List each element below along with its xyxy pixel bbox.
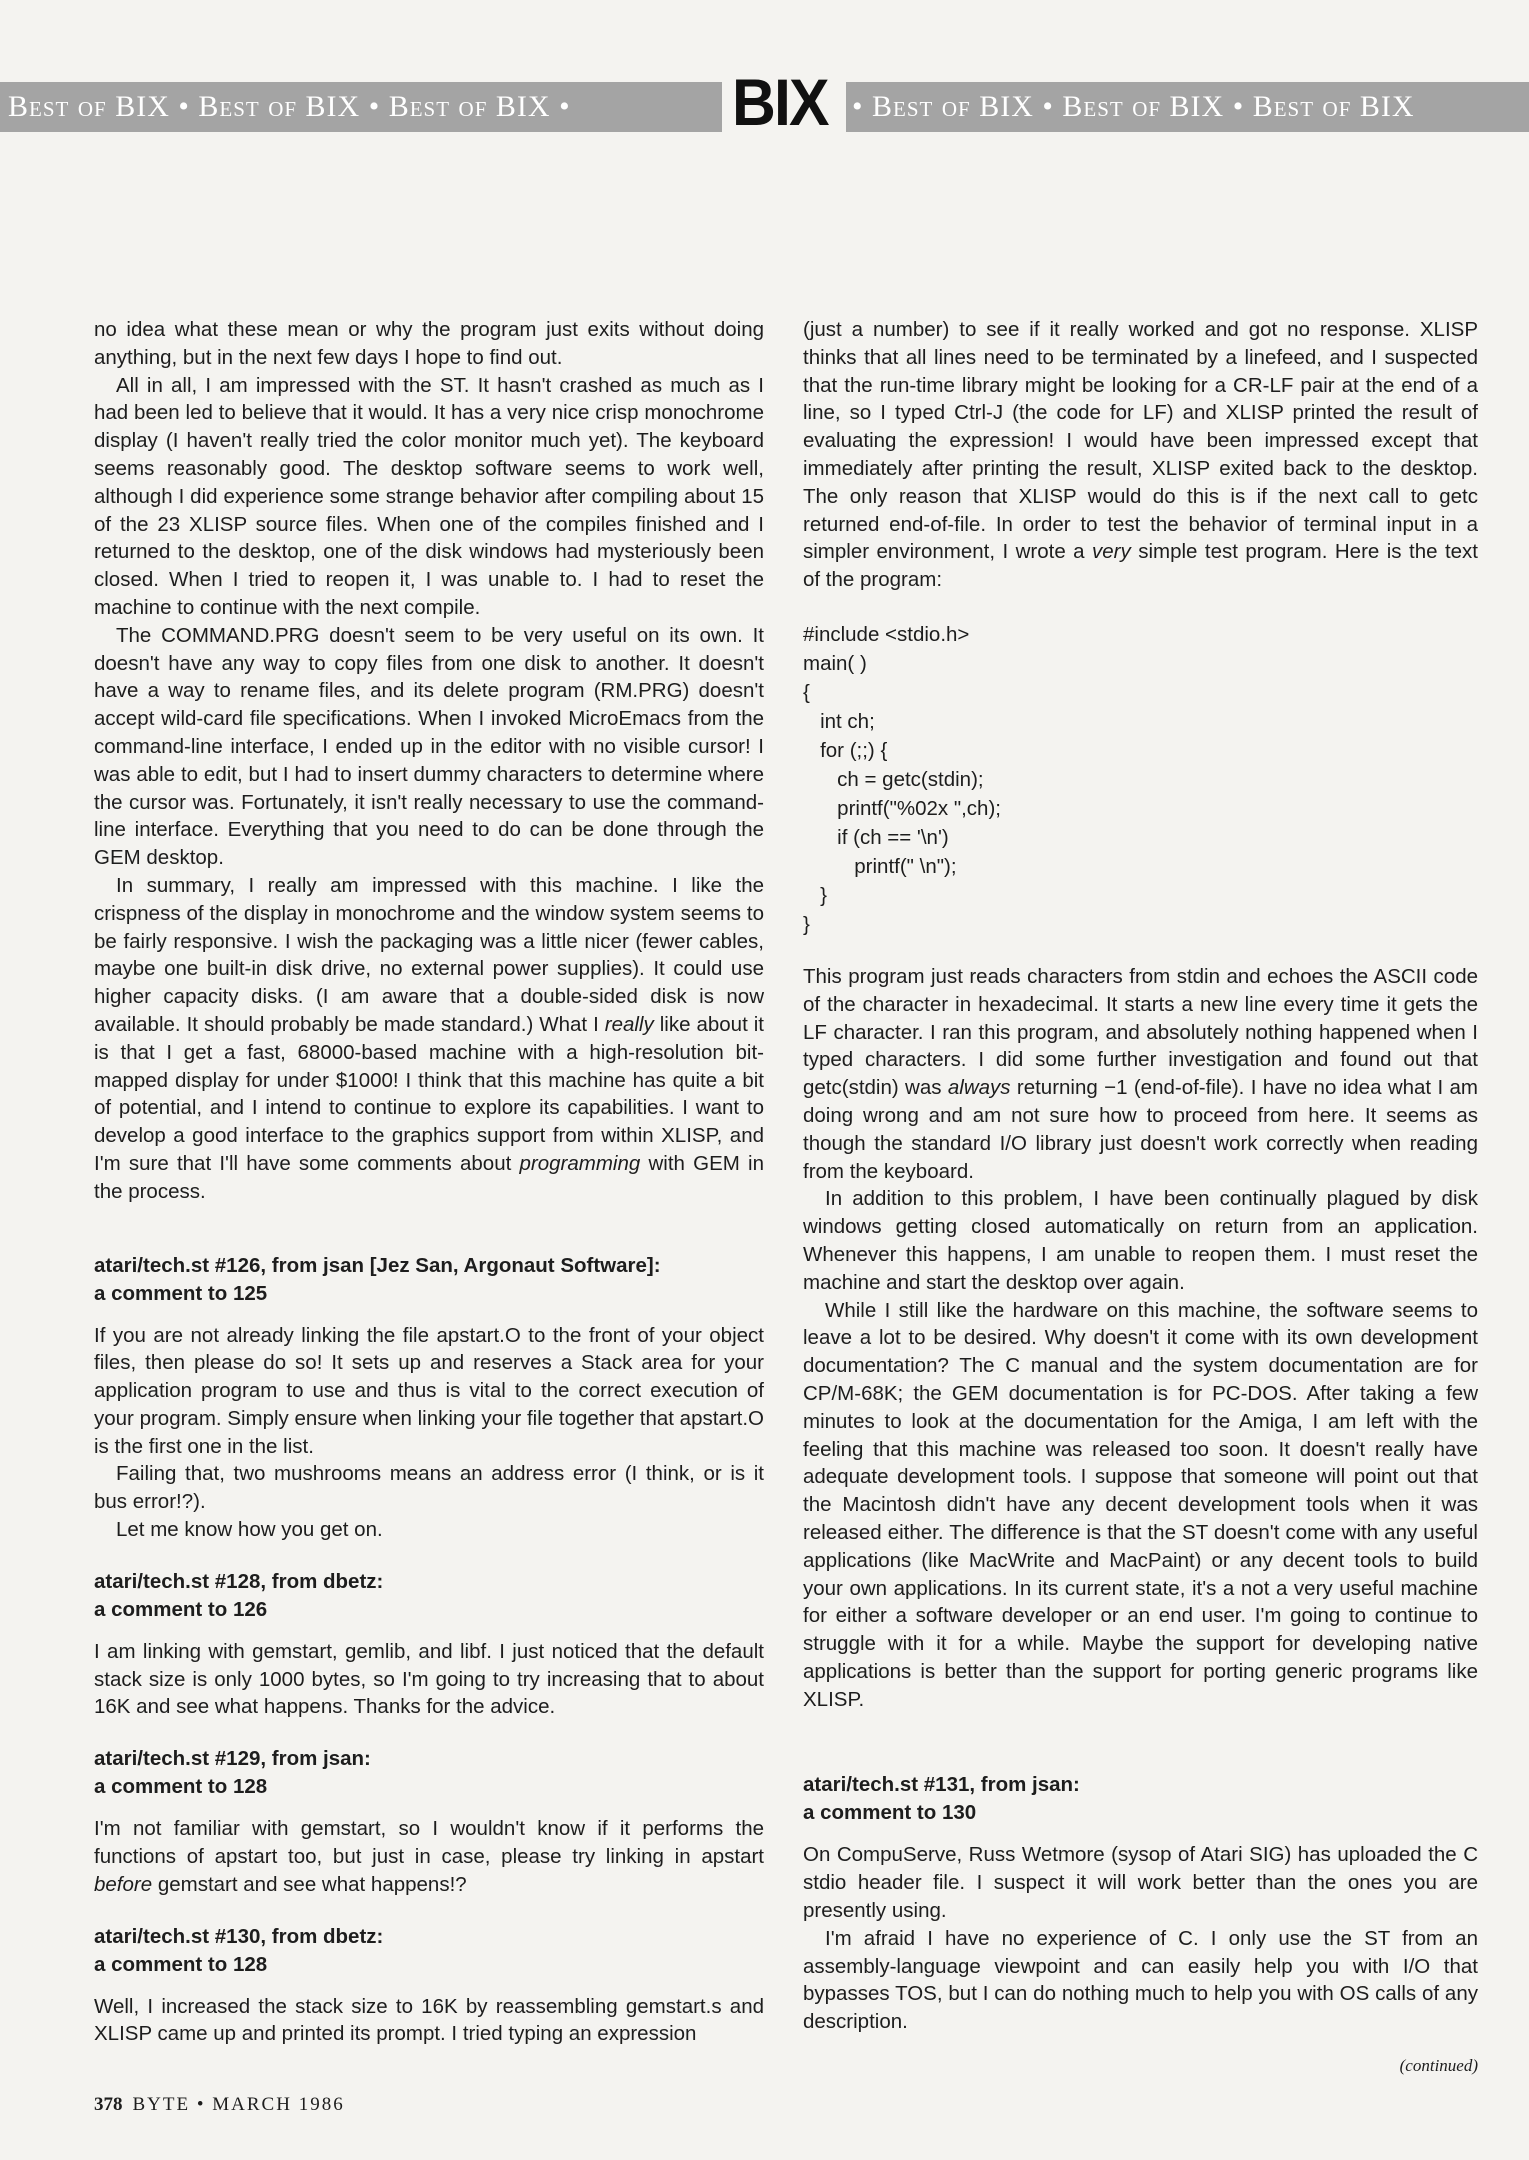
emphasis: always [947, 1076, 1011, 1100]
paragraph [94, 872, 764, 1206]
message-header: atari/tech.st #126, from jsan [Jez San, Argonaut Software]: [94, 1253, 661, 1277]
text-run: I'm not familiar with gemstart, so I wouldn't know if it performs the functions of apstart too, but just in case, please try linking in apstart [94, 1817, 764, 1869]
paragraph: I'm afraid I have no experience of C. I only use the ST from an assembly-language viewpoint and can easily help you with I/O that bypasses TOS, but I can do nothing much to help you with OS calls of any description. [803, 1926, 1478, 2034]
banner-text-right: • Best of BIX • Best of BIX • Best of BIX [852, 90, 1415, 123]
code-listing: #include <stdio.h> main( ) { int ch; for (;;) { ch = getc(stdin); printf("%02x ",ch); if (ch == '\n') printf(" \n"); } } [803, 622, 1001, 936]
paragraph: In addition to this problem, I have been continually plagued by disk windows getting closed automatically on return from an application. Whenever this happens, I am unable to reopen them. I must reset the machine and start the desktop over again. [803, 1187, 1478, 1294]
paragraph: Let me know how you get on. [116, 1518, 383, 1542]
text-run: gemstart and see what happens!? [152, 1872, 467, 1896]
paragraph: On CompuServe, Russ Wetmore (sysop of Atari SIG) has uploaded the C stdio header file. I suspect it will work better than the ones you are presently using. [803, 1843, 1478, 1923]
page-number: 378 [94, 2094, 123, 2115]
paragraph [803, 963, 1478, 1185]
emphasis: very [1092, 540, 1131, 564]
paragraph [94, 1815, 764, 1898]
bix-logo: BIX [732, 65, 828, 139]
message-subheader: a comment to 128 [94, 1775, 268, 1799]
paragraph: All in all, I am impressed with the ST. It hasn't crashed as much as I had been led to believe that it would. It has a very nice crisp monochrome display (I haven't really tried the color monitor much yet). The keyboard seems reasonably good. The desktop software seems to work well, although I did experience some strange behavior after compiling about 15 of the 23 XLISP source files. When one of the compiles finished and I returned to the desktop, one of the disk windows had mysteriously been closed. When I tried to reopen it, I was unable to. I had to reset the machine to continue with the next compile. [94, 373, 764, 619]
text-run: This program just reads characters from stdin and echoes the ASCII code of the character in hexadecimal. It starts a new line every time it gets the LF character. I ran this program, and absolutely nothing happened when I typed characters. I did some further investigation and found out that getc(stdin) was [803, 964, 1478, 1100]
paragraph: Failing that, two mushrooms means an address error (I think, or is it bus error!?). [94, 1462, 764, 1514]
message-header: atari/tech.st #131, from jsan: [803, 1773, 1080, 1797]
paragraph: The COMMAND.PRG doesn't seem to be very useful on its own. It doesn't have any way to copy files from one disk to another. It doesn't have a way to rename files, and its delete program (RM.PRG) doesn't accept wild-card file specifications. When I invoked MicroEmacs from the command-line interface, I ended up in the editor with no visible cursor! I was able to edit, but I had to insert dummy characters to determine where the cursor was. Fortunately, it isn't really necessary to use the command-line interface. Everything that you need to do can be done through the GEM desktop. [94, 623, 764, 870]
message-subheader: a comment to 126 [94, 1597, 268, 1621]
message-subheader: a comment to 125 [94, 1281, 268, 1305]
text-run: like about it is that I get a fast, 68000-based machine with a high-resolution bit-mapped display for under $1000! I think that this machine has quite a bit of potential, and I intend to continue to explore its capabilities. I want to develop a good interface to the graphics support from within XLISP, and I'm sure that I'll have some comments about [94, 1012, 764, 1175]
banner-text-left: Best of BIX • Best of BIX • Best of BIX • [8, 90, 571, 123]
spacer [94, 1206, 764, 1228]
message-subheader: a comment to 130 [803, 1801, 977, 1825]
emphasis: before [94, 1872, 153, 1896]
paragraph: Well, I increased the stack size to 16K by reassembling gemstart.s and XLISP came up and printed its prompt. I tried typing an expression [94, 1994, 764, 2046]
message-subheader: a comment to 128 [94, 1952, 268, 1976]
paragraph: If you are not already linking the file apstart.O to the front of your object files, then please do so! It sets up and reserves a Stack area for your application program to use and thus is vital to the correct execution of your program. Simply ensure when linking your file together that apstart.O is the first one in the list. [94, 1323, 764, 1458]
text-run: with GEM in the process. [94, 1151, 764, 1203]
message-header: atari/tech.st #129, from jsan: [94, 1747, 371, 1771]
message-header: atari/tech.st #130, from dbetz: [94, 1924, 384, 1948]
paragraph: I am linking with gemstart, gemlib, and libf. I just noticed that the default stack size is only 1000 bytes, so I'm going to try increasing that to about 16K and see what happens. Thanks for the advice. [94, 1639, 764, 1719]
text-run: In summary, I really am impressed with this machine. I like the crispness of the display in monochrome and the window system seems to be fairly responsive. I wish the packaging was a little nicer (fewer cables, maybe one built-in disk drive, no external power supplies). It could use higher capacity disks. (I am aware that a double-sided disk is now available. It should probably be made standard.) What I [94, 873, 764, 1036]
paragraph [803, 316, 1478, 594]
right-column [803, 316, 1478, 2080]
text-run: returning −1 (end-of-file). I have no idea what I am doing wrong and am not sure how to proceed from here. It seems as though the standard I/O library just doesn't work correctly when reading from the keyboard. [803, 1076, 1478, 1183]
paragraph: no idea what these mean or why the program just exits without doing anything, but in the next few days I hope to find out. [94, 318, 764, 369]
spacer [803, 1713, 1478, 1747]
emphasis: really [604, 1012, 654, 1036]
text-run: (just a number) to see if it really worked and got no response. XLISP thinks that all lines need to be terminated by a linefeed, and I suspected that the run-time library might be looking for a CR-LF pair at the end of a line, so I typed Ctrl-J (the code for LF) and XLISP printed the result of evaluating the expression! I would have been impressed except that immediately after printing the result, XLISP exited back to the desktop. The only reason that XLISP would do this is if the next call to getc returned end-of-file. In order to test the behavior of terminal input in a simpler environment, I wrote a [803, 318, 1478, 564]
publication-line: BYTE • MARCH 1986 [132, 2094, 345, 2115]
message-header: atari/tech.st #128, from dbetz: [94, 1569, 384, 1593]
emphasis: programming [519, 1151, 641, 1175]
continued-note: (continued) [1399, 2056, 1478, 2076]
text-run: simple test program. Here is the text of the program: [803, 540, 1478, 592]
page-footer [94, 2094, 345, 2116]
paragraph: While I still like the hardware on this machine, the software seems to leave a lot to be desired. Why doesn't it come with its own development documentation? The C manual and the system documentation are for CP/M-68K; the GEM documentation is for PC-DOS. After taking a few minutes to look at the documentation for the Amiga, I am left with the feeling that this machine was released too soon. It doesn't really have adequate development tools. I suppose that someone will point out that the Macintosh didn't have any decent development tools when it was released either. The difference is that the ST doesn't come with any useful applications (like MacWrite and MacPaint) or any decent tools to build your own applications. In its current state, it's a not a very useful machine for either a software developer or an end user. I'm going to continue to struggle with it for a while. Maybe the support for developing native applications is better than the support for porting generic programs like XLISP. [803, 1298, 1478, 1711]
left-column [94, 316, 764, 2048]
